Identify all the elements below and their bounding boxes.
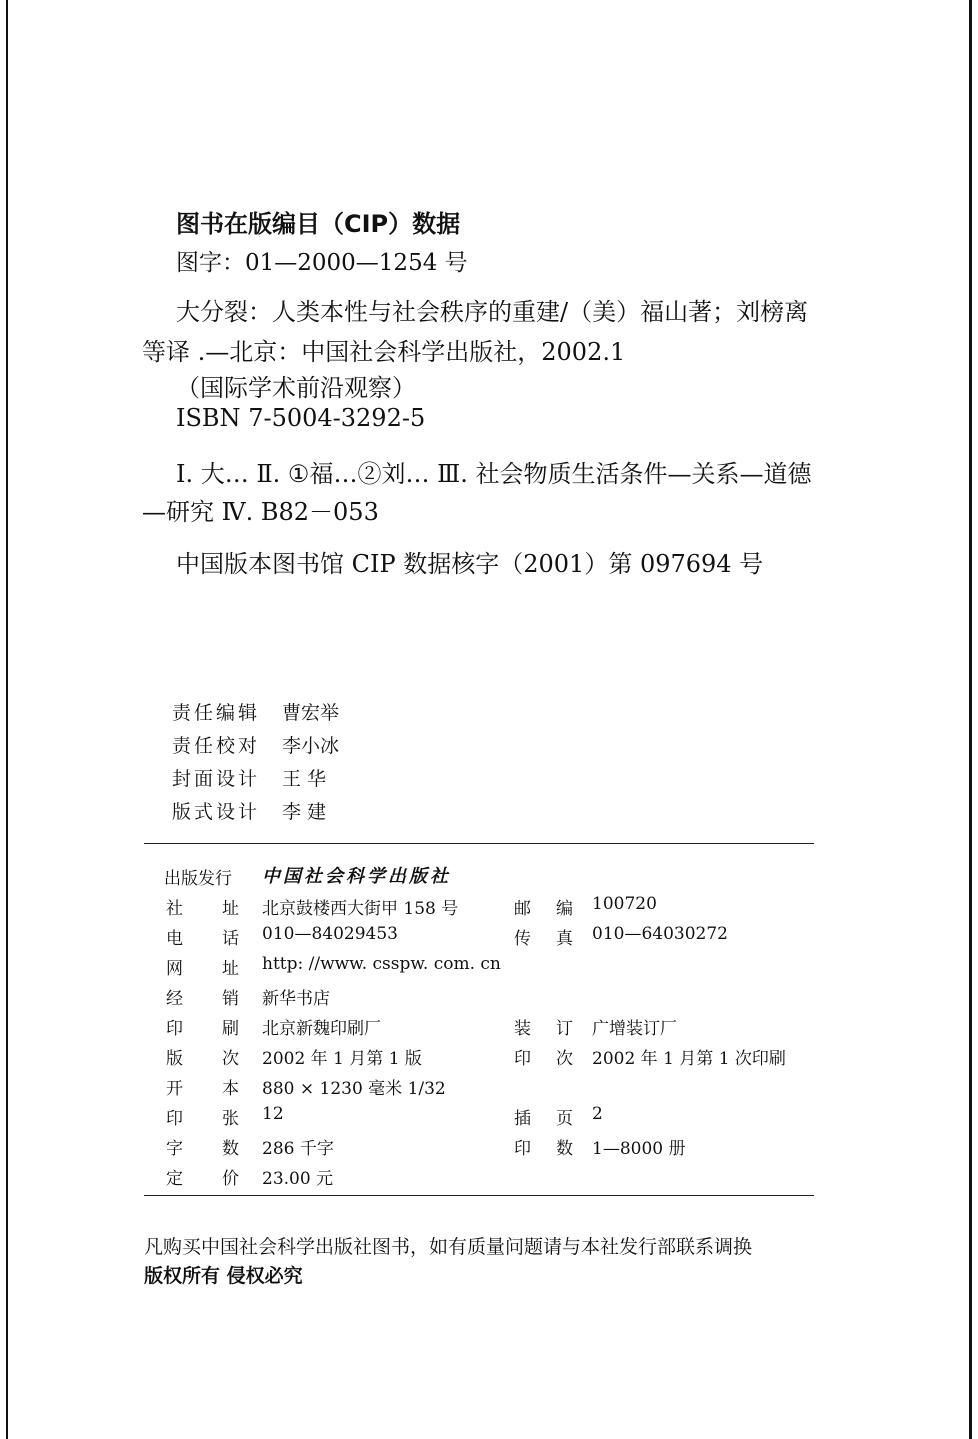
staff-row-proofreader xyxy=(172,731,339,758)
staff-row-cover-design xyxy=(172,764,326,791)
imprint-key-first: 印 xyxy=(166,1019,183,1039)
staff-value: 王 华 xyxy=(282,768,327,790)
imprint-right-key-second: 编 xyxy=(556,899,573,919)
imprint-key-second: 刷 xyxy=(222,1019,239,1039)
imprint-key-second: 张 xyxy=(222,1109,239,1129)
imprint-right-value: 010—64030272 xyxy=(592,924,728,944)
imprint-key-second: 价 xyxy=(222,1169,239,1189)
imprint-right-key-first: 印 xyxy=(514,1139,531,1159)
imprint-right-value: 广增装订厂 xyxy=(592,1019,677,1039)
imprint-right-key-second: 真 xyxy=(556,929,573,949)
imprint-value: 北京新魏印刷厂 xyxy=(262,1019,381,1039)
imprint-key-first: 印 xyxy=(166,1109,183,1129)
cip-line-isbn: ISBN 7-5004-3292-5 xyxy=(176,404,426,432)
cip-line-classification: —研究 Ⅳ. B82－053 xyxy=(142,498,379,526)
imprint-key-second: 址 xyxy=(222,899,239,919)
imprint-right-key-first: 装 xyxy=(514,1019,531,1039)
imprint-right-key-second: 次 xyxy=(556,1049,573,1069)
imprint-right-value: 1—8000 册 xyxy=(592,1139,686,1159)
cip-line-title: 大分裂：人类本性与社会秩序的重建/（美）福山著；刘榜离 xyxy=(176,298,809,326)
imprint-key-second: 数 xyxy=(222,1139,239,1159)
imprint-key-second: 本 xyxy=(222,1079,239,1099)
staff-label: 封面设计 xyxy=(172,768,261,790)
imprint-right-value: 100720 xyxy=(592,894,657,914)
staff-value: 李小冰 xyxy=(282,735,340,757)
imprint-value: 23.00 元 xyxy=(262,1169,334,1189)
imprint-right-key-first: 印 xyxy=(514,1049,531,1069)
cip-verification: 中国版本图书馆 CIP 数据核字（2001）第 097694 号 xyxy=(176,550,764,578)
imprint-value: 12 xyxy=(262,1104,284,1124)
imprint-key-second: 址 xyxy=(222,959,239,979)
staff-row-editor xyxy=(172,698,339,725)
imprint-key-first: 开 xyxy=(166,1079,183,1099)
imprint-key-second: 话 xyxy=(222,929,239,949)
imprint-key-first: 版 xyxy=(166,1049,183,1069)
imprint-key-first: 社 xyxy=(166,899,183,919)
imprint-bottom-rule xyxy=(144,1195,814,1196)
quality-notice: 凡购买中国社会科学出版社图书，如有质量问题请与本社发行部联系调换 xyxy=(144,1236,753,1258)
staff-row-layout-design xyxy=(172,797,326,824)
imprint-key-first: 网 xyxy=(166,959,183,979)
cip-title: 图书在版编目（CIP）数据 xyxy=(176,210,461,238)
cip-line-series: （国际学术前沿观察） xyxy=(176,374,416,402)
imprint-right-key-second: 页 xyxy=(556,1109,573,1129)
publisher-label: 出版发行 xyxy=(164,869,232,889)
cip-line-subjects: Ⅰ. 大… Ⅱ. ①福…②刘… Ⅲ. 社会物质生活条件—关系—道德 xyxy=(176,460,812,488)
imprint-right-key-first: 插 xyxy=(514,1109,531,1129)
imprint-value: 北京鼓楼西大街甲 158 号 xyxy=(262,899,459,919)
imprint-right-key-first: 传 xyxy=(514,929,531,949)
imprint-right-key-first: 邮 xyxy=(514,899,531,919)
registration-number: 图字：01—2000—1254 号 xyxy=(176,250,468,276)
imprint-key-second: 销 xyxy=(222,989,239,1009)
page-edge-left xyxy=(6,0,8,1439)
staff-label: 责任校对 xyxy=(172,735,261,757)
imprint-right-value: 2 xyxy=(592,1104,603,1124)
imprint-value: 880 × 1230 毫米 1/32 xyxy=(262,1079,446,1099)
imprint-value: 010—84029453 xyxy=(262,924,398,944)
imprint-key-first: 经 xyxy=(166,989,183,1009)
imprint-right-key-second: 订 xyxy=(556,1019,573,1039)
imprint-right-value: 2002 年 1 月第 1 次印刷 xyxy=(592,1049,786,1069)
imprint-key-first: 字 xyxy=(166,1139,183,1159)
imprint-value: 新华书店 xyxy=(262,989,330,1009)
imprint-value: 286 千字 xyxy=(262,1139,334,1159)
imprint-value: 2002 年 1 月第 1 版 xyxy=(262,1049,422,1069)
staff-label: 版式设计 xyxy=(172,801,261,823)
copyright-notice: 版权所有 侵权必究 xyxy=(144,1265,303,1287)
imprint-value: http: //www. csspw. com. cn xyxy=(262,954,501,974)
staff-label: 责任编辑 xyxy=(172,702,261,724)
imprint-key-first: 电 xyxy=(166,929,183,949)
cip-line-publisher: 等译 .—北京：中国社会科学出版社，2002.1 xyxy=(142,338,626,366)
imprint-right-key-second: 数 xyxy=(556,1139,573,1159)
staff-value: 曹宏举 xyxy=(282,702,340,724)
imprint-key-first: 定 xyxy=(166,1169,183,1189)
publisher-name: 中国社会科学出版社 xyxy=(262,866,451,887)
staff-value: 李 建 xyxy=(282,801,327,823)
imprint-top-rule xyxy=(144,843,814,844)
imprint-key-second: 次 xyxy=(222,1049,239,1069)
page-edge-right xyxy=(969,0,972,1439)
